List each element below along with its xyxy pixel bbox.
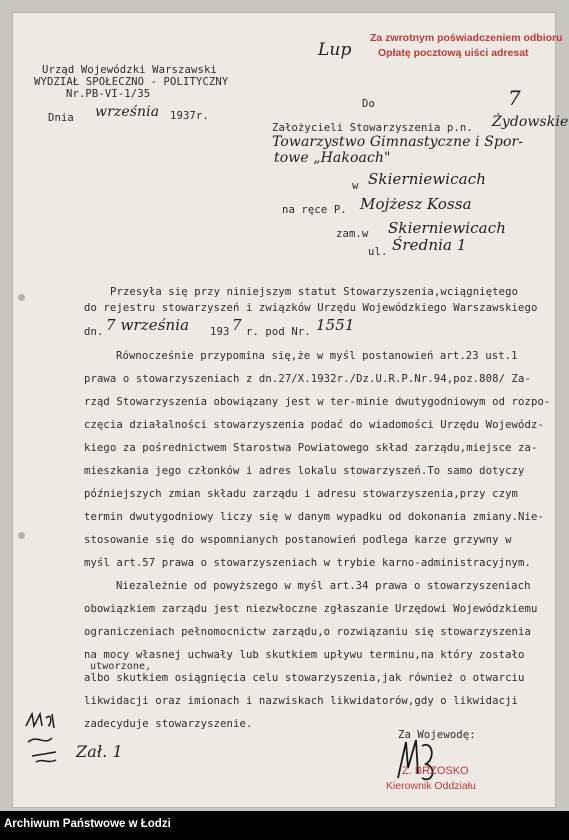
- punch-hole: [18, 294, 25, 301]
- official-stamp-title: Kierownik Oddziału: [386, 780, 476, 792]
- body-line: rząd Stowarzyszenia obowiązany jest w ter-minie dwutygodniowym od rozpo-: [84, 396, 551, 408]
- body-line: albo skutkiem osiągnięcia celu stowarzyszenia,jak również o otwarciu: [84, 672, 525, 684]
- body-line: częcia działalności stowarzyszenia podać do wiadomości Urzędu Wojewódz-: [84, 419, 544, 431]
- body-line: Przesyła się przy niniejszym statut Stowarzyszenia,wciągniętego: [110, 286, 519, 298]
- stamp-line-2: Opłatę pocztową uiści adresat: [378, 47, 529, 59]
- date-year: 1937r.: [170, 110, 209, 122]
- recipient-line-3-hand: towe „Hakoach": [274, 150, 391, 166]
- registry-year-hand: 7: [232, 316, 242, 334]
- margin-initials: [22, 712, 72, 768]
- town-prefix: w: [352, 180, 359, 192]
- residence-hand: Skierniewicach: [388, 219, 506, 237]
- hands-prefix: na ręce P.: [282, 204, 347, 216]
- body-line: r. pod Nr.: [246, 326, 311, 338]
- date-handwritten: września: [95, 104, 160, 120]
- office-reference-number: Nr.PB-VI-1/35: [66, 88, 151, 100]
- body-line: zadecyduje stowarzyszenie.: [84, 718, 253, 730]
- hands-hand: Mojżesz Kossa: [360, 195, 472, 213]
- body-line: ograniczeniach pełnomocnictw zarządu,o rozwiązaniu się stowarzyszenia: [84, 626, 531, 638]
- recipient-line-1-hand: Żydowskie: [492, 114, 569, 130]
- body-line: mieszkania jego członków i adres lokalu stowarzyszeń.To samo dotyczy: [84, 465, 525, 477]
- recipient-line-1: Założycieli Stowarzyszenia p.n.: [272, 122, 473, 134]
- registry-date-hand: 7 września: [106, 316, 190, 334]
- office-department: WYDZIAŁ SPOŁECZNO - POLITYCZNY: [34, 76, 229, 88]
- body-line: 193: [210, 326, 230, 338]
- body-line: dn.: [84, 326, 104, 338]
- punch-hole: [18, 532, 25, 539]
- body-line: likwidacji oraz imionach i nazwiskach likwidatorów,gdy o likwidacji: [84, 695, 519, 707]
- body-line-insert: utworzone,: [90, 661, 152, 672]
- body-line: późniejszych zmian składu zarządu i adresu stowarzyszenia,przy czym: [84, 488, 519, 500]
- official-stamp-name: Z. BRZOSKO: [402, 765, 469, 777]
- body-line: termin dwutygodniowy liczy się w danym wypadku od dokonania zmiany.Nie-: [84, 511, 544, 523]
- street-hand: Średnia 1: [392, 236, 467, 254]
- for-voivode-label: Za Wojewodę:: [398, 729, 476, 741]
- handwritten-reference: Lup: [318, 40, 352, 60]
- body-line: myśl art.57 prawa o stowarzyszeniach w trybie karno-administracyjnym.: [84, 557, 531, 569]
- archive-name: Archiwum Państwowe w Łodzi: [4, 818, 171, 830]
- body-line: Niezależnie od powyższego w myśl art.34 prawa o stowarzyszeniach: [116, 580, 531, 592]
- town-hand: Skierniewicach: [368, 170, 486, 188]
- street-prefix: ul.: [368, 246, 388, 258]
- body-line: Równocześnie przypomina się,że w myśl postanowień art.23 ust.1: [116, 350, 518, 362]
- recipient-line-2-hand: Towarzystwo Gimnastyczne i Spor-: [272, 134, 524, 150]
- registry-number-hand: 1551: [316, 316, 355, 334]
- body-line: prawa o stowarzyszeniach z dn.27/X.1932r./Dz.U.R.P.Nr.94,poz.808/ Za-: [84, 373, 531, 385]
- attachment-note: Zał. 1: [76, 742, 123, 761]
- body-line: kiego za pośrednictwem Starostwa Powiatowego skład zarządu,miejsce za-: [84, 442, 538, 454]
- office-name: Urząd Wojewódzki Warszawski: [42, 64, 217, 76]
- residence-prefix: zam.w: [336, 228, 369, 240]
- delivery-stamp: [362, 30, 563, 64]
- body-line: stosowanie się do wspomnianych postanowień podlega karze grzywny w: [84, 534, 512, 546]
- body-line: obowiązkiem zarządu jest niezwłoczne zgłaszanie Urzędowi Wojewódzkiemu: [84, 603, 538, 615]
- body-line: na mocy własnej uchwały lub skutkiem upływu terminu,na który zostało: [84, 649, 525, 661]
- body-line: do rejestru stowarzyszeń i związków Urzędu Wojewódzkiego Warszawskiego: [84, 302, 538, 314]
- date-label: Dnia: [48, 112, 74, 124]
- archive-footer: [0, 811, 569, 840]
- handwritten-number: 7: [508, 86, 521, 110]
- recipient-do: Do: [362, 98, 375, 110]
- stamp-line-1: Za zwrotnym poświadczeniem odbioru: [370, 32, 563, 44]
